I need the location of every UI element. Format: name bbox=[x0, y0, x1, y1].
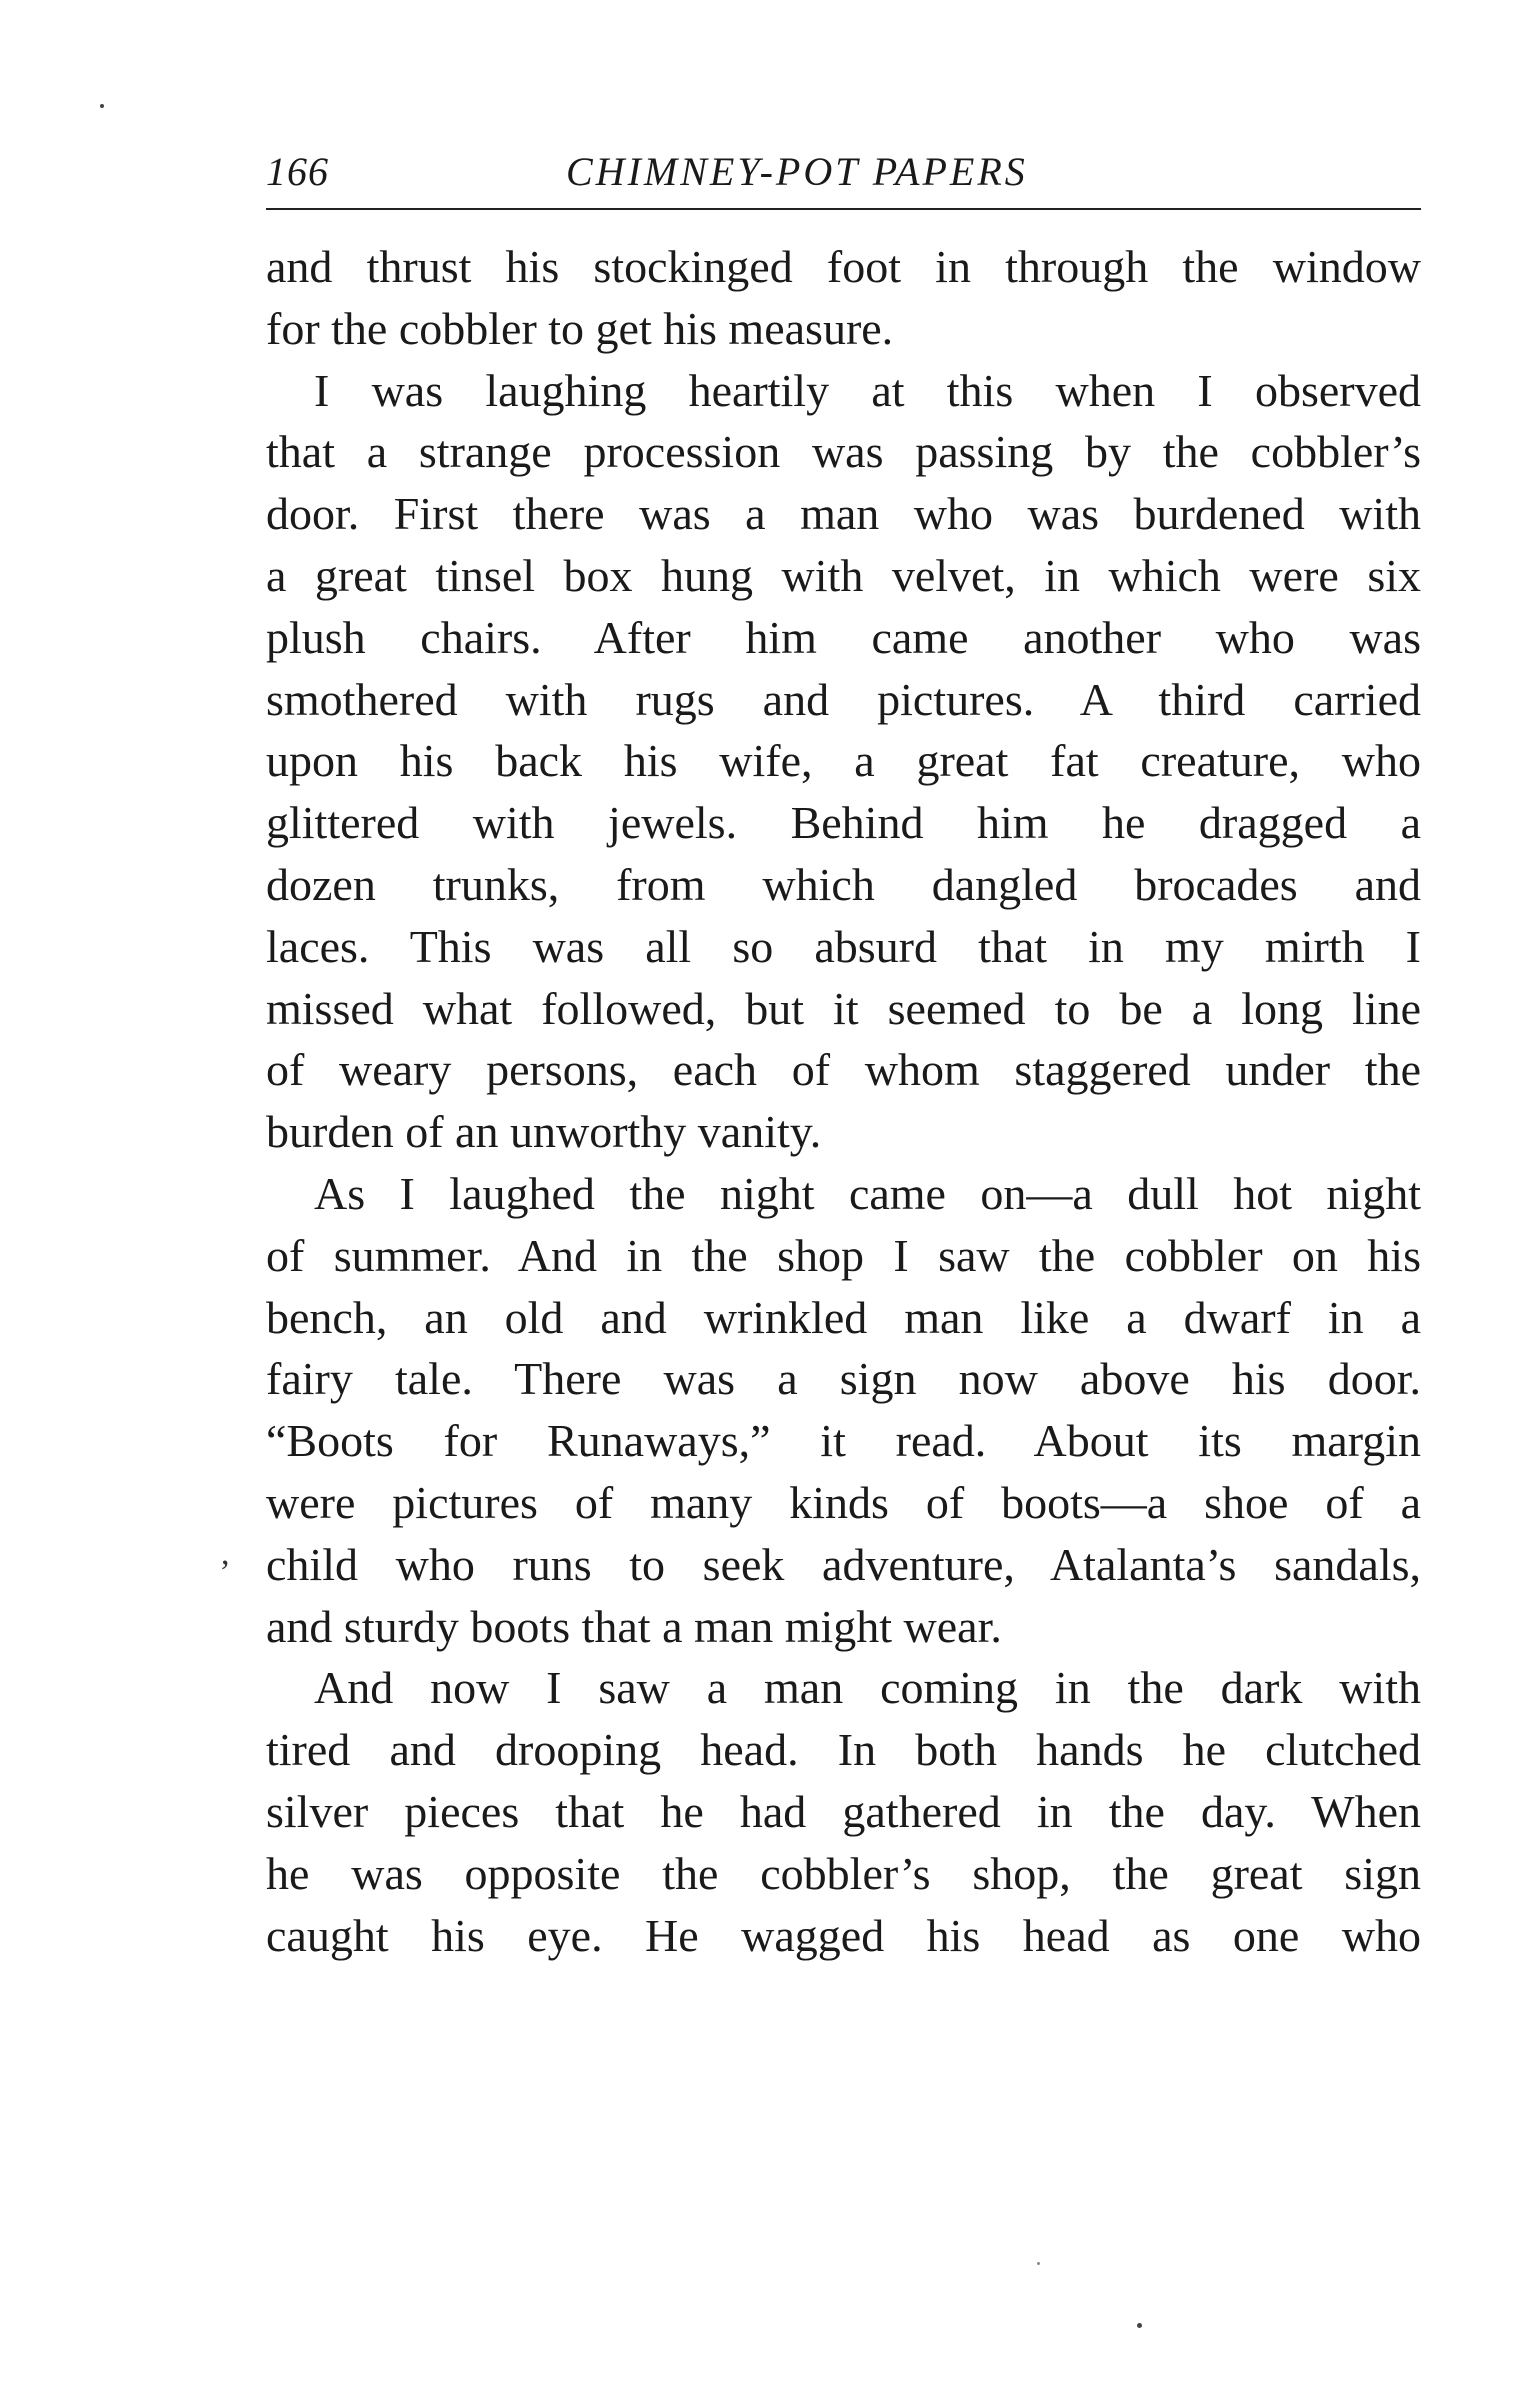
text-line: missed what followed, but it seemed to be a long line bbox=[266, 982, 1421, 1034]
header-rule bbox=[266, 208, 1421, 210]
text-line: were pictures of many kinds of boots—a shoe of a bbox=[266, 1476, 1421, 1528]
text-line: a great tinsel box hung with velvet, in which were six bbox=[266, 549, 1421, 601]
text-line: plush chairs. After him came another who was bbox=[266, 611, 1421, 663]
text-line: And now I saw a man coming in the dark with bbox=[314, 1662, 1421, 1714]
page-header bbox=[266, 142, 1421, 202]
text-line: fairy tale. There was a sign now above his door. bbox=[266, 1353, 1421, 1405]
text-line: I was laughing heartily at this when I observed bbox=[314, 364, 1421, 416]
margin-mark: , bbox=[221, 1535, 230, 1572]
text-line: that a strange procession was passing by the cobbler’s bbox=[266, 426, 1421, 478]
text-line: and sturdy boots that a man might wear. bbox=[266, 1600, 1002, 1652]
text-line: child who runs to seek adventure, Atalanta’s sandals, bbox=[266, 1538, 1421, 1590]
text-line: of weary persons, each of whom staggered under the bbox=[266, 1044, 1421, 1096]
text-line: of summer. And in the shop I saw the cobbler on his bbox=[266, 1229, 1421, 1281]
text-line: As I laughed the night came on—a dull hot night bbox=[314, 1167, 1421, 1219]
text-line: upon his back his wife, a great fat creature, who bbox=[266, 735, 1421, 787]
body-text bbox=[266, 236, 1421, 1966]
text-line: smothered with rugs and pictures. A third carried bbox=[266, 673, 1421, 725]
text-line: laces. This was all so absurd that in my mirth I bbox=[266, 920, 1421, 972]
scan-speck bbox=[1137, 2323, 1142, 2328]
text-line: for the cobbler to get his measure. bbox=[266, 302, 894, 354]
text-line: glittered with jewels. Behind him he dragged a bbox=[266, 797, 1421, 849]
page-number: 166 bbox=[266, 149, 329, 194]
scan-speck bbox=[1037, 2262, 1040, 2265]
text-line: and thrust his stockinged foot in through the window bbox=[266, 241, 1421, 292]
text-line: caught his eye. He wagged his head as one who bbox=[266, 1909, 1421, 1961]
text-line: “Boots for Runaways,” it read. About its margin bbox=[266, 1415, 1421, 1467]
text-line: tired and drooping head. In both hands he clutched bbox=[266, 1724, 1421, 1776]
scan-speck bbox=[100, 104, 104, 108]
text-line: silver pieces that he had gathered in the day. When bbox=[266, 1785, 1421, 1837]
running-head: CHIMNEY-POT PAPERS bbox=[566, 149, 1028, 194]
text-line: door. First there was a man who was burdened with bbox=[266, 488, 1421, 540]
text-line: bench, an old and wrinkled man like a dwarf in a bbox=[266, 1291, 1421, 1343]
text-line: dozen trunks, from which dangled brocades and bbox=[266, 858, 1421, 910]
text-line: he was opposite the cobbler’s shop, the great sign bbox=[266, 1847, 1421, 1899]
text-line: burden of an unworthy vanity. bbox=[266, 1106, 822, 1158]
